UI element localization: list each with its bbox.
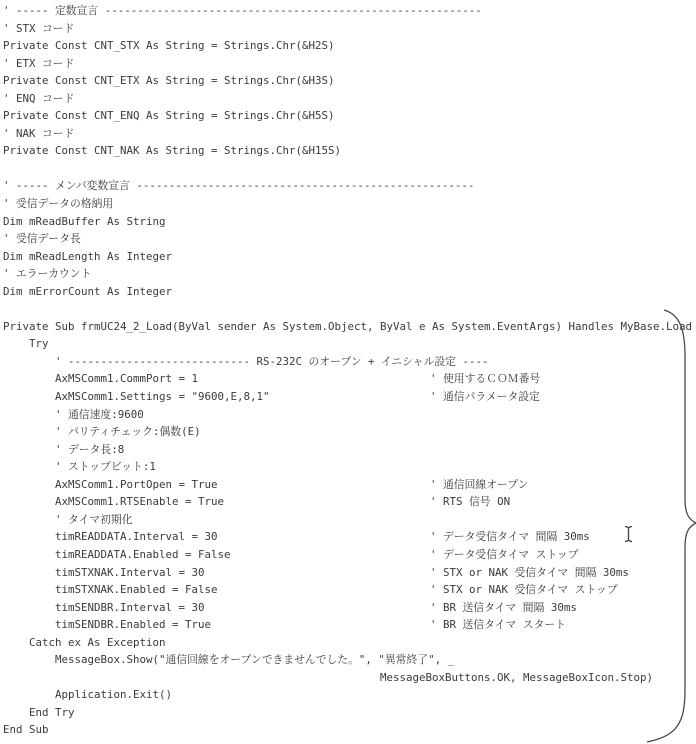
code-line (3, 458, 696, 476)
code-text: Dim mReadBuffer As String (3, 214, 166, 228)
code-text: Private Const CNT_ENQ As String = Strings.Chr(&H5S) (3, 109, 335, 123)
code-line (3, 125, 696, 143)
code-text: ' NAK コード (3, 126, 75, 140)
code-line (3, 528, 696, 546)
code-text: timSENDBR.Interval = 30 (3, 600, 205, 614)
code-text: timSENDBR.Enabled = True (3, 618, 212, 632)
code-text: Private Const CNT_STX As String = Strings.Chr(&H2S) (3, 39, 335, 53)
code-text: MessageBox.Show("通信回線をオープンできませんでした。", "異常終了", _ (3, 653, 455, 667)
code-text: ' 受信データ長 (3, 232, 81, 246)
code-text: Dim mReadLength As Integer (3, 249, 173, 263)
code-text: End Sub (3, 723, 49, 737)
code-text: ' パリティチェック:偶数(E) (3, 425, 201, 439)
inline-comment-text: ' RTS 信号 ON (430, 495, 511, 509)
code-line (3, 476, 696, 494)
code-text: timSTXNAK.Enabled = False (3, 583, 218, 597)
inline-comment-text: ' 使用するＣＯＭ番号 (430, 372, 541, 386)
code-line (3, 142, 696, 160)
code-text: Catch ex As Exception (3, 635, 166, 649)
code-line (3, 669, 696, 687)
code-text: timREADDATA.Interval = 30 (3, 530, 218, 544)
code-line (3, 160, 696, 178)
code-line (3, 213, 696, 231)
code-text: ' タイマ初期化 (3, 512, 133, 526)
code-text: ' ----- メンバ変数宣言 ---------------------------------------------------- (3, 179, 475, 193)
code-text: ' 受信データの格納用 (3, 197, 114, 211)
code-line (3, 406, 696, 424)
code-text: Try (3, 337, 49, 351)
inline-comment-text: ' データ受信タイマ ストップ (430, 547, 579, 561)
code-text: Private Sub frmUC24_2_Load(ByVal sender As System.Object, ByVal e As System.EventArgs) Handles MyBase.Load (3, 319, 693, 333)
code-text: ' エラーカウント (3, 267, 92, 281)
code-text: End Try (3, 705, 75, 719)
code-line (3, 2, 696, 20)
code-line (3, 546, 696, 564)
code-line (3, 318, 696, 336)
code-line (3, 599, 696, 617)
code-line (3, 55, 696, 73)
code-text: AxMSComm1.CommPort = 1 (3, 372, 199, 386)
code-line (3, 20, 696, 38)
code-line (3, 353, 696, 371)
code-text: AxMSComm1.RTSEnable = True (3, 495, 225, 509)
code-text: ' ETX コード (3, 56, 75, 70)
code-line (3, 177, 696, 195)
code-text: Application.Exit() (3, 688, 173, 702)
text-cursor-icon (622, 525, 635, 543)
code-text: Private Const CNT_ETX As String = Strings.Chr(&H3S) (3, 74, 335, 88)
code-line (3, 564, 696, 582)
code-line (3, 511, 696, 529)
code-text: MessageBoxButtons.OK, MessageBoxIcon.Stop) (3, 670, 654, 684)
code-text: Private Const CNT_NAK As String = Strings.Chr(&H15S) (3, 144, 342, 158)
code-line (3, 335, 696, 353)
code-line (3, 37, 696, 55)
code-line (3, 300, 696, 318)
code-text: AxMSComm1.PortOpen = True (3, 477, 218, 491)
code-text: ' 通信速度:9600 (3, 407, 144, 421)
code-text: ' STX コード (3, 21, 75, 35)
code-text: ' ストップビット:1 (3, 460, 156, 474)
code-text: timSTXNAK.Interval = 30 (3, 565, 205, 579)
code-line (3, 72, 696, 90)
code-line (3, 686, 696, 704)
code-text: ' ---------------------------- RS-232C のオープン + イニシャル設定 ---- (3, 354, 489, 368)
inline-comment-text: ' STX or NAK 受信タイマ ストップ (430, 583, 618, 597)
code-text: ' データ長:8 (3, 442, 125, 456)
code-line (3, 370, 696, 388)
inline-comment-text: ' 通信パラメータ設定 (430, 390, 540, 404)
code-line (3, 721, 696, 739)
code-line (3, 616, 696, 634)
code-line (3, 90, 696, 108)
code-line (3, 581, 696, 599)
code-line (3, 107, 696, 125)
code-line (3, 493, 696, 511)
code-line (3, 441, 696, 459)
inline-comment-text: ' STX or NAK 受信タイマ 間隔 30ms (430, 565, 629, 579)
code-line (3, 423, 696, 441)
inline-comment-text: ' データ受信タイマ 間隔 30ms (430, 530, 590, 544)
code-line (3, 195, 696, 213)
inline-comment-text: ' BR 送信タイマ 間隔 30ms (430, 600, 577, 614)
code-text: ' ENQ コード (3, 91, 75, 105)
code-line (3, 388, 696, 406)
code-line (3, 248, 696, 266)
code-text: AxMSComm1.Settings = "9600,E,8,1" (3, 390, 270, 404)
inline-comment-text: ' 通信回線オープン (430, 477, 529, 491)
code-editor-text-area[interactable] (3, 2, 696, 739)
code-line (3, 634, 696, 652)
code-text: Dim mErrorCount As Integer (3, 284, 173, 298)
code-text: ' ----- 定数宣言 ---------------------------------------------------------- (3, 4, 482, 17)
code-line (3, 230, 696, 248)
code-line (3, 283, 696, 301)
code-text: timREADDATA.Enabled = False (3, 547, 231, 561)
inline-comment-text: ' BR 送信タイマ スタート (430, 618, 566, 632)
code-block-brace-annotation (645, 308, 696, 744)
code-line (3, 704, 696, 722)
code-line (3, 651, 696, 669)
code-line (3, 265, 696, 283)
